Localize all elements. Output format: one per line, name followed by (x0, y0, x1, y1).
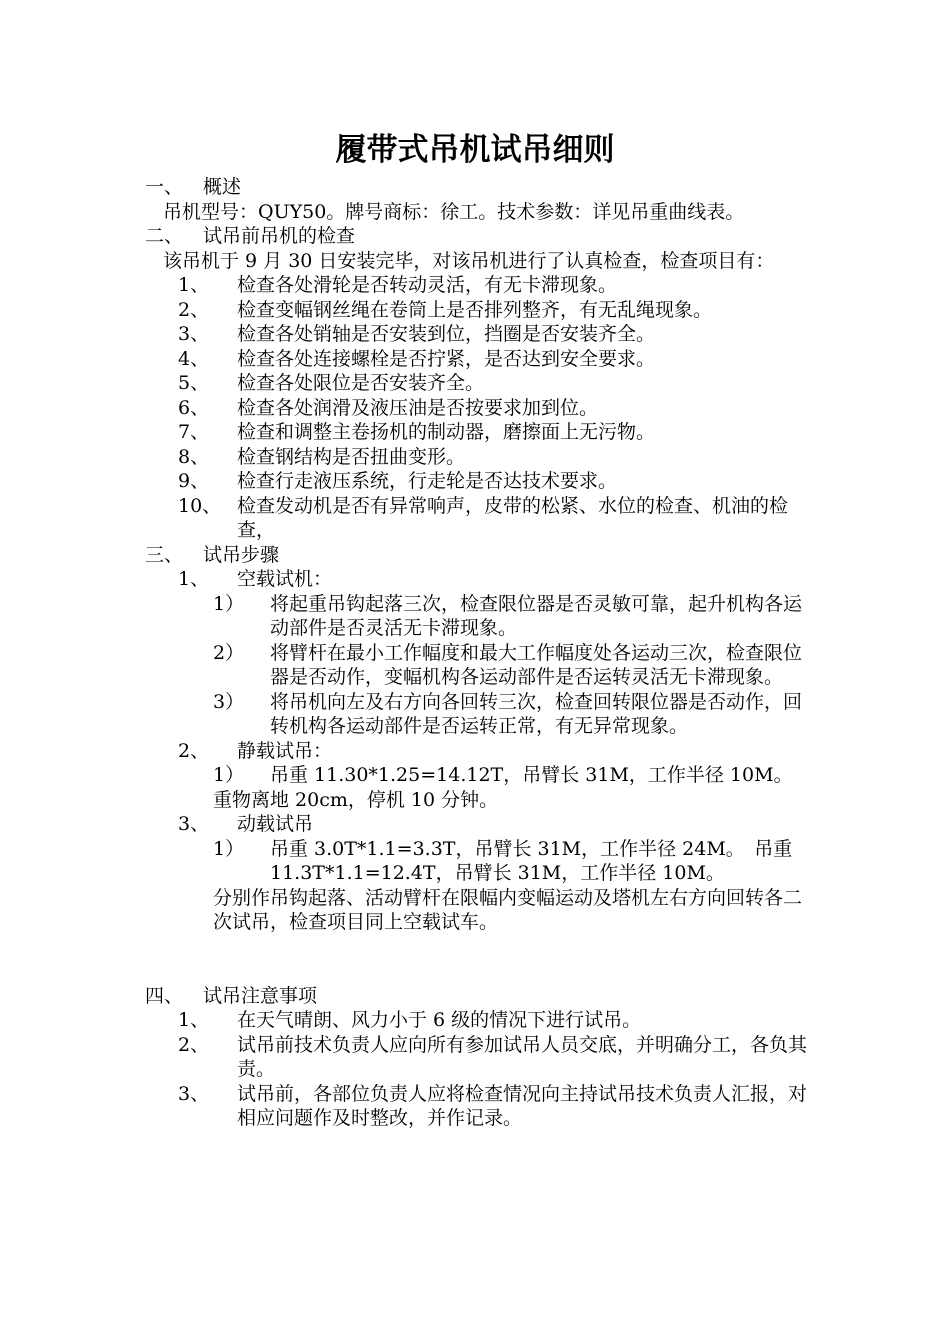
item-number: 5、 (178, 372, 210, 394)
item-text: 检查变幅钢丝绳在卷筒上是否排列整齐，有无乱绳现象。 (237, 298, 713, 321)
dynamic-load-continuation: 分别作吊钩起落、活动臂杆在限幅内变幅运动及塔机左右方向回转各二次试吊，检查项目同上空载试车。 (213, 886, 803, 933)
sub-item (145, 641, 810, 690)
sub-item (145, 690, 810, 739)
item-text: 检查各处润滑及液压油是否按要求加到位。 (237, 396, 599, 419)
list-item (145, 445, 810, 470)
item-number: 3、 (178, 323, 210, 345)
section-heading-overview (145, 175, 810, 200)
sub-text: 将吊机向左及右方向各回转三次，检查回转限位器是否动作，回转机构各运动部件是否运转正常，有无异常现象。 (270, 690, 803, 737)
overview-paragraph: 吊机型号：QUY50。牌号商标：徐工。技术参数：详见吊重曲线表。 (163, 200, 745, 223)
section-title: 试吊前吊机的检查 (203, 225, 356, 247)
section-number: 二、 (145, 225, 184, 247)
step-heading-dynamic-load (145, 812, 810, 837)
step-heading-static-load (145, 739, 810, 764)
list-item (145, 322, 810, 347)
section-title: 概述 (203, 176, 242, 198)
list-item (145, 347, 810, 372)
sub-text: 吊重 3.0T*1.1=3.3T，吊臂长 31M，工作半径 24M。 吊重 11.3T*1.1=12.4T，吊臂长 31M，工作半径 10M。 (270, 837, 793, 884)
item-number: 1、 (178, 1009, 210, 1031)
step-number: 3、 (178, 813, 210, 835)
item-number: 2、 (178, 298, 210, 321)
item-text: 试吊前技术负责人应向所有参加试吊人员交底，并明确分工，各负其责。 (237, 1033, 808, 1080)
list-item (145, 1082, 810, 1131)
sub-number: 2） (213, 641, 245, 664)
list-item (145, 298, 810, 323)
sub-item (145, 592, 810, 641)
item-text: 检查发动机是否有异常响声，皮带的松紧、水位的检查、机油的检查， (237, 494, 789, 541)
sub-text: 将起重吊钩起落三次，检查限位器是否灵敏可靠，起升机构各运动部件是否灵活无卡滞现象。 (270, 592, 803, 639)
step-title: 静载试吊： (237, 739, 333, 762)
section-title: 试吊步骤 (203, 543, 280, 566)
step-number: 2、 (178, 739, 210, 762)
sub-item (145, 763, 810, 788)
sub-number: 3） (213, 690, 245, 713)
step-heading-no-load (145, 567, 810, 592)
inspection-intro: 该吊机于 9 月 30 日安装完毕，对该吊机进行了认真检查，检查项目有： (163, 249, 775, 272)
section-title: 试吊注意事项 (203, 984, 318, 1007)
item-number: 6、 (178, 396, 210, 419)
list-item (145, 396, 810, 421)
item-text: 在天气晴朗、风力小于 6 级的情况下进行试吊。 (237, 1009, 642, 1031)
item-text: 检查各处连接螺栓是否拧紧，是否达到安全要求。 (237, 347, 656, 370)
list-item (145, 371, 810, 396)
sub-number: 1） (213, 592, 245, 615)
item-text: 检查行走液压系统，行走轮是否达技术要求。 (237, 470, 618, 492)
step-title: 空载试机： (237, 568, 333, 590)
item-text: 检查钢结构是否扭曲变形。 (237, 445, 466, 468)
item-number: 1、 (178, 274, 210, 296)
list-item (145, 420, 810, 445)
item-text: 检查各处限位是否安装齐全。 (237, 372, 485, 394)
section-number: 三、 (145, 543, 184, 566)
item-number: 8、 (178, 445, 210, 468)
sub-number: 1） (213, 764, 245, 786)
item-number: 3、 (178, 1082, 210, 1105)
section-heading-steps (145, 543, 810, 568)
static-load-continuation: 重物离地 20cm，停机 10 分钟。 (213, 788, 499, 811)
document-body (145, 175, 810, 1131)
item-text: 检查各处销轴是否安装到位，挡圈是否安装齐全。 (237, 323, 656, 345)
item-text: 检查各处滑轮是否转动灵活，有无卡滞现象。 (237, 274, 618, 296)
sub-item (145, 837, 810, 886)
list-item (145, 1033, 810, 1082)
item-text: 试吊前，各部位负责人应将检查情况向主持试吊技术负责人汇报，对相应问题作及时整改，并作记录。 (237, 1082, 808, 1129)
list-item (145, 273, 810, 298)
item-text: 检查和调整主卷扬机的制动器，磨擦面上无污物。 (237, 421, 656, 443)
list-item (145, 469, 810, 494)
blank-space (145, 935, 810, 984)
sub-text: 吊重 11.30*1.25=14.12T，吊臂长 31M，工作半径 10M。 (270, 764, 793, 786)
sub-number: 1） (213, 837, 245, 860)
list-item (145, 1008, 810, 1033)
step-number: 1、 (178, 568, 210, 590)
page-title: 履带式吊机试吊细则 (335, 132, 615, 168)
sub-text: 将臂杆在最小工作幅度和最大工作幅度处各运动三次，检查限位器是否动作，变幅机构各运动部件是否运转灵活无卡滞现象。 (270, 641, 803, 688)
item-number: 2、 (178, 1033, 210, 1056)
item-number: 10、 (178, 494, 222, 517)
item-number: 4、 (178, 347, 210, 370)
section-heading-inspection (145, 224, 810, 249)
section-number: 四、 (145, 984, 184, 1007)
item-number: 9、 (178, 470, 210, 492)
item-number: 7、 (178, 421, 210, 443)
list-item (145, 494, 810, 543)
step-title: 动载试吊 (237, 813, 314, 835)
section-heading-precautions (145, 984, 810, 1009)
section-number: 一、 (145, 176, 184, 198)
